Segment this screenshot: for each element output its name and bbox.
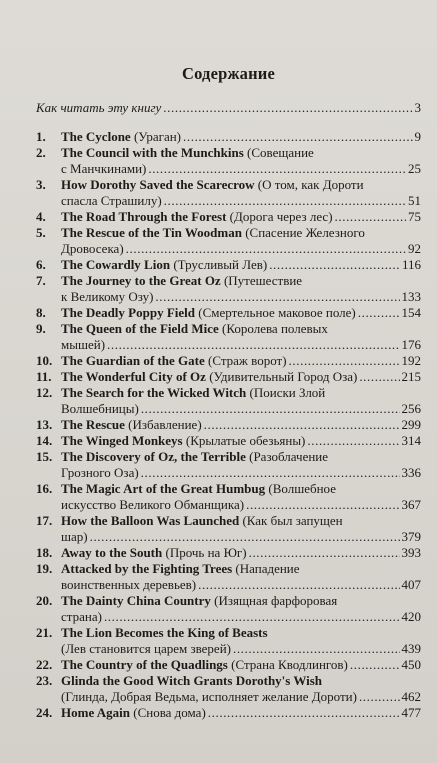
entry-body: [61, 657, 421, 673]
table-of-contents: [36, 129, 421, 721]
intro-label: Как читать эту книгу: [36, 100, 162, 115]
chapter-title-ru-continued: мышей): [61, 337, 106, 352]
entry-line: [61, 337, 421, 353]
entry-text: [61, 305, 356, 321]
chapter-title-ru-continued: Волшебницы): [61, 401, 139, 416]
chapter-title-en: How the Balloon Was Launched: [61, 513, 240, 528]
entry-body: [61, 545, 421, 561]
chapter-title-en: Glinda the Good Witch Grants Dorothy's Wish: [61, 673, 323, 688]
entry-line: [61, 449, 421, 465]
entry-text: [61, 385, 325, 401]
chapter-title-en: Attacked by the Fighting Trees: [61, 561, 233, 576]
toc-entry: [36, 273, 421, 305]
entry-body: [61, 593, 421, 625]
chapter-title-ru: (О том, как Дороти: [254, 177, 364, 192]
dot-leader: [204, 417, 400, 433]
entry-line: [61, 657, 421, 673]
toc-entry: [36, 353, 421, 369]
page-number: 420: [401, 609, 421, 624]
chapter-title-ru-continued: Грозного Оза): [61, 465, 139, 480]
entry-text: [61, 657, 348, 673]
entry-text: [61, 561, 300, 577]
chapter-title-en: The Search for the Wicked Witch: [61, 385, 247, 400]
chapter-number: 20.: [36, 593, 53, 608]
chapter-title-ru: (Избавление): [124, 417, 202, 432]
dot-leader: [359, 689, 400, 705]
chapter-number: 12.: [36, 385, 53, 400]
page-number: 393: [401, 545, 421, 560]
chapter-title-ru: (Нападение: [232, 561, 300, 576]
chapter-title-en: The Winged Monkeys: [61, 433, 183, 448]
chapter-title-ru-continued: (Глинда, Добрая Ведьма, исполняет желание Дороти): [61, 689, 357, 704]
entry-line: [61, 529, 421, 545]
chapter-title-ru: (Поиски Злой: [246, 385, 326, 400]
toc-entry: [36, 145, 421, 177]
entry-line: [61, 513, 421, 529]
dot-leader: [107, 337, 399, 353]
chapter-number: 23.: [36, 673, 53, 688]
dot-leader: [208, 705, 400, 721]
entry-text: [61, 321, 328, 337]
entry-text: [61, 369, 357, 385]
page-number: 192: [401, 353, 421, 368]
chapter-number: 14.: [36, 433, 53, 448]
dot-leader: [163, 100, 412, 116]
chapter-title-en: The Rescue of the Tin Woodman: [61, 225, 242, 240]
chapter-number: 11.: [36, 369, 52, 384]
entry-text: [61, 481, 336, 497]
chapter-title-en: The Rescue: [61, 417, 125, 432]
entry-body: [61, 481, 421, 513]
chapter-title-ru-continued: к Великому Озу): [61, 289, 154, 304]
page-number: 92: [408, 241, 421, 256]
entry-body: [61, 273, 421, 305]
entry-body: [61, 305, 421, 321]
page-title: Содержание: [181, 64, 276, 83]
entry-text: [61, 513, 343, 529]
dot-leader: [141, 401, 400, 417]
entry-line: [61, 353, 421, 369]
entry-line: [61, 705, 421, 721]
chapter-title-en: The Country of the Quadlings: [61, 657, 228, 672]
chapter-number: 8.: [36, 305, 46, 320]
entry-body: [61, 561, 421, 593]
entry-line: [61, 433, 421, 449]
chapter-title-ru-continued: воинственных деревьев): [61, 577, 197, 592]
entry-line: [61, 161, 421, 177]
chapter-title-ru-continued: с Манчкинами): [61, 161, 147, 176]
chapter-title-en: The Cowardly Lion: [61, 257, 171, 272]
chapter-title-ru: (Путешествие: [220, 273, 303, 288]
page-number: 439: [401, 641, 421, 656]
entry-text: [61, 433, 305, 449]
chapter-title-ru: (Удивительный Город Оза): [205, 369, 358, 384]
toc-entry: [36, 257, 421, 273]
entry-line: [61, 417, 421, 433]
chapter-title-ru-continued: страна): [61, 609, 102, 624]
chapter-number: 4.: [36, 209, 46, 224]
dot-leader: [141, 465, 400, 481]
dot-leader: [358, 305, 400, 321]
dot-leader: [90, 529, 400, 545]
chapter-title-en: The Journey to the Great Oz: [61, 273, 221, 288]
entry-line: [61, 561, 421, 577]
chapter-number: 13.: [36, 417, 53, 432]
toc-entry: [36, 593, 421, 625]
chapter-number: 19.: [36, 561, 53, 576]
page-number: 75: [408, 209, 421, 224]
entry-text: [61, 145, 314, 161]
entry-line: [61, 241, 421, 257]
entry-text: [61, 225, 365, 241]
chapter-number: 22.: [36, 657, 53, 672]
chapter-number: 17.: [36, 513, 53, 528]
chapter-title-ru: (Смертельное маковое поле): [195, 305, 356, 320]
toc-entry: [36, 705, 421, 721]
dot-leader: [249, 545, 400, 561]
page-number: 477: [401, 705, 421, 720]
chapter-number: 9.: [36, 321, 46, 336]
chapter-title-ru: (Совещание: [243, 145, 314, 160]
intro-entry: [36, 100, 421, 116]
page-number: 450: [401, 657, 421, 672]
chapter-title-en: The Wonderful City of Oz: [61, 369, 206, 384]
entry-line: [61, 257, 421, 273]
toc-entry: [36, 177, 421, 209]
chapter-number: 1.: [36, 129, 46, 144]
chapter-title-en: The Council with the Munchkins: [61, 145, 244, 160]
entry-text: [61, 209, 333, 225]
chapter-title-en: The Queen of the Field Mice: [61, 321, 219, 336]
chapter-title-en: Away to the South: [61, 545, 163, 560]
page-number: 133: [401, 289, 421, 304]
page-number: 379: [401, 529, 421, 544]
chapter-title-en: Home Again: [61, 705, 130, 720]
entry-line: [61, 145, 421, 161]
page-number: 215: [401, 369, 421, 384]
toc-entry: [36, 417, 421, 433]
chapter-title-ru-continued: Дровосека): [61, 241, 124, 256]
chapter-title-ru: (Спасение Железного: [241, 225, 365, 240]
entry-line: [61, 273, 421, 289]
entry-body: [61, 257, 421, 273]
page-number: 299: [401, 417, 421, 432]
chapter-title-ru: (Прочь на Юг): [162, 545, 247, 560]
chapter-number: 5.: [36, 225, 46, 240]
chapter-title-ru: (Снова дома): [129, 705, 206, 720]
entry-body: [61, 225, 421, 257]
chapter-number: 7.: [36, 273, 46, 288]
entry-body: [61, 145, 421, 177]
toc-entry: [36, 209, 421, 225]
dot-leader: [246, 497, 399, 513]
entry-body: [61, 513, 421, 545]
entry-body: [61, 353, 421, 369]
entry-line: [61, 401, 421, 417]
dot-leader: [335, 209, 406, 225]
entry-text: [61, 625, 268, 641]
page-number: 116: [401, 257, 421, 272]
chapter-title-ru-continued: спасла Страшилу): [61, 193, 162, 208]
chapter-title-en: The Lion Becomes the King of Beasts: [61, 625, 268, 640]
toc-entry: [36, 225, 421, 257]
chapter-title-en: The Deadly Poppy Field: [61, 305, 195, 320]
toc-entry: [36, 385, 421, 417]
chapter-title-ru: (Страна Кводлингов): [227, 657, 348, 672]
entry-text: [61, 417, 202, 433]
chapter-title-ru: (Изящная фарфоровая: [210, 593, 338, 608]
entry-line: [61, 193, 421, 209]
toc-entry: [36, 625, 421, 657]
dot-leader: [289, 353, 400, 369]
page-number: 314: [401, 433, 421, 448]
entry-body: [61, 673, 421, 705]
chapter-title-en: The Cyclone: [61, 129, 131, 144]
chapter-title-ru: (Трусливый Лев): [170, 257, 268, 272]
entry-line: [61, 225, 421, 241]
intro-page-number: 3: [414, 100, 421, 115]
dot-leader: [198, 577, 399, 593]
entry-body: [61, 449, 421, 481]
toc-entry: [36, 129, 421, 145]
entry-line: [61, 497, 421, 513]
entry-body: [61, 177, 421, 209]
entry-line: [61, 481, 421, 497]
chapter-title-ru: (Волшебное: [265, 481, 336, 496]
chapter-title-ru: (Ураган): [130, 129, 182, 144]
page-number: 154: [401, 305, 421, 320]
dot-leader: [104, 609, 400, 625]
entry-text: [61, 705, 206, 721]
entry-line: [61, 609, 421, 625]
page-number: 407: [401, 577, 421, 592]
chapter-title-en: The Discovery of Oz, the Terrible: [61, 449, 246, 464]
page-number: 256: [401, 401, 421, 416]
chapter-title-en: The Road Through the Forest: [61, 209, 227, 224]
chapter-number: 3.: [36, 177, 46, 192]
entry-text: [61, 257, 267, 273]
entry-body: [61, 369, 421, 385]
page-number: 9: [414, 129, 421, 144]
page-number: 51: [408, 193, 421, 208]
dot-leader: [233, 641, 400, 657]
entry-text: [61, 353, 287, 369]
chapter-title-ru: (Страж ворот): [204, 353, 287, 368]
toc-entry: [36, 305, 421, 321]
toc-entry: [36, 449, 421, 481]
entry-body: [61, 209, 421, 225]
entry-line: [61, 689, 421, 705]
dot-leader: [164, 193, 406, 209]
dot-leader: [269, 257, 400, 273]
toc-entry: [36, 513, 421, 545]
chapter-title-en: The Dainty China Country: [61, 593, 211, 608]
entry-line: [61, 385, 421, 401]
entry-line: [61, 545, 421, 561]
entry-line: [61, 321, 421, 337]
dot-leader: [126, 241, 406, 257]
chapter-number: 15.: [36, 449, 53, 464]
chapter-title-ru-continued: (Лев становится царем зверей): [61, 641, 231, 656]
dot-leader: [359, 369, 399, 385]
toc-entry: [36, 433, 421, 449]
entry-body: [61, 625, 421, 657]
entry-body: [61, 321, 421, 353]
entry-text: [61, 177, 364, 193]
entry-line: [61, 625, 421, 641]
dot-leader: [307, 433, 399, 449]
chapter-title-en: The Magic Art of the Great Humbug: [61, 481, 266, 496]
page-number: 336: [401, 465, 421, 480]
entry-text: [61, 449, 328, 465]
chapter-number: 10.: [36, 353, 53, 368]
entry-line: [61, 593, 421, 609]
entry-line: [61, 305, 421, 321]
entry-line: [61, 209, 421, 225]
toc-entry: [36, 673, 421, 705]
chapter-title-ru: (Королева полевых: [218, 321, 328, 336]
entry-body: [61, 129, 421, 145]
chapter-number: 16.: [36, 481, 53, 496]
entry-line: [61, 641, 421, 657]
dot-leader: [183, 129, 412, 145]
page-number: 367: [401, 497, 421, 512]
toc-entry: [36, 561, 421, 593]
entry-text: [61, 593, 337, 609]
toc-entry: [36, 545, 421, 561]
chapter-title-ru-continued: шар): [61, 529, 88, 544]
chapter-number: 6.: [36, 257, 46, 272]
chapter-title-ru-continued: искусство Великого Обманщика): [61, 497, 245, 512]
chapter-title-en: The Guardian of the Gate: [61, 353, 205, 368]
dot-leader: [155, 289, 399, 305]
chapter-number: 21.: [36, 625, 53, 640]
toc-entry: [36, 481, 421, 513]
entry-body: [61, 385, 421, 417]
chapter-title-ru: (Как был запущен: [239, 513, 343, 528]
entry-text: [61, 545, 247, 561]
dot-leader: [148, 161, 406, 177]
toc-entry: [36, 657, 421, 673]
entry-line: [61, 673, 421, 689]
entry-body: [61, 705, 421, 721]
entry-line: [61, 177, 421, 193]
entry-text: [61, 673, 322, 689]
entry-body: [61, 433, 421, 449]
entry-text: [61, 273, 302, 289]
toc-entry: [36, 369, 421, 385]
chapter-title-ru: (Крылатые обезьяны): [182, 433, 306, 448]
entry-text: [61, 129, 181, 145]
chapter-title-ru: (Дорога через лес): [226, 209, 333, 224]
entry-line: [61, 577, 421, 593]
dot-leader: [350, 657, 400, 673]
toc-entry: [36, 321, 421, 353]
page-number: 176: [401, 337, 421, 352]
chapter-title-ru: (Разоблачение: [245, 449, 329, 464]
page-number: 462: [401, 689, 421, 704]
entry-line: [61, 289, 421, 305]
chapter-number: 2.: [36, 145, 46, 160]
entry-line: [61, 369, 421, 385]
chapter-number: 18.: [36, 545, 53, 560]
chapter-title-en: How Dorothy Saved the Scarecrow: [61, 177, 255, 192]
entry-line: [61, 465, 421, 481]
entry-line: [61, 129, 421, 145]
page-number: 25: [408, 161, 421, 176]
chapter-number: 24.: [36, 705, 53, 720]
entry-body: [61, 417, 421, 433]
